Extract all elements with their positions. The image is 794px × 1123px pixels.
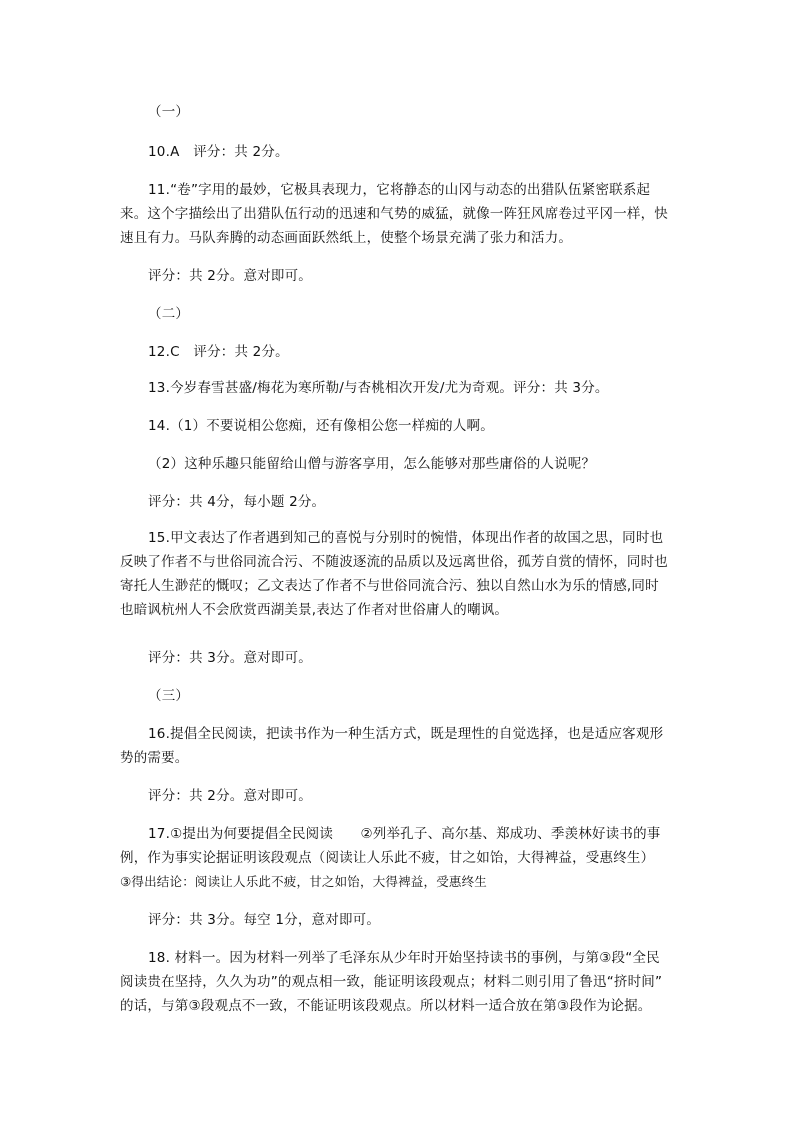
answer-q15-line: 寄托人生渺茫的慨叹；乙文表达了作者不与世俗同流合污、独以自然山水为乐的情感,同时 xyxy=(120,578,659,594)
answer-q14-2: （2）这种乐趣只能留给山僧与游客享用，怎么能够对那些庸俗的人说呢？ xyxy=(148,456,596,472)
answer-q18 xyxy=(120,946,676,1018)
answer-q17-line: 例，作为事实论据证明该段观点（阅读让人乐此不疲，甘之如饴，大得裨益，受惠终生） xyxy=(120,850,655,866)
answer-q18-line: 18. 材料一。因为材料一列举了毛泽东从少年时开始坚持读书的事例，与第③段“全民 xyxy=(148,950,660,966)
score-q14: 评分：共 4分，每小题 2分。 xyxy=(148,494,326,510)
answer-q11 xyxy=(120,178,676,250)
answer-q16-line: 势的需要。 xyxy=(120,750,189,766)
answer-q14-1: 14.（1）不要说相公您痴，还有像相公您一样痴的人啊。 xyxy=(148,418,494,434)
answer-q11-line: 来。这个字描绘出了出猎队伍行动的迅速和气势的威猛，就像一阵狂风席卷过平冈一样，快 xyxy=(120,206,668,222)
section-heading-3: （三） xyxy=(148,688,190,704)
answer-q15-line: 15.甲文表达了作者遇到知己的喜悦与分别时的惋惜，体现出作者的故国之思，同时也 xyxy=(148,530,664,546)
answer-q16 xyxy=(120,722,676,770)
score-q17: 评分：共 3分。每空 1分，意对即可。 xyxy=(148,912,381,928)
answer-q12: 12.C 评分：共 2分。 xyxy=(148,344,289,360)
answer-q17 xyxy=(120,822,676,894)
score-q16: 评分：共 2分。意对即可。 xyxy=(148,788,312,804)
section-heading-2: （二） xyxy=(148,306,190,322)
answer-q15-line: 也暗讽杭州人不会欣赏西湖美景,表达了作者对世俗庸人的嘲讽。 xyxy=(120,602,509,618)
answer-q13: 13.今岁春雪甚盛/梅花为寒所勒/与杏桃相次开发/尤为奇观。评分：共 3分。 xyxy=(148,380,609,396)
answer-q18-line: 的话，与第③段观点不一致，不能证明该段观点。所以材料一适合放在第③段作为论据。 xyxy=(120,998,652,1014)
answer-q16-line: 16.提倡全民阅读，把读书作为一种生活方式，既是理性的自觉选择，也是适应客观形 xyxy=(148,726,664,742)
score-q11: 评分：共 2分。意对即可。 xyxy=(148,268,312,284)
score-q15: 评分：共 3分。意对即可。 xyxy=(148,650,312,666)
section-heading-1: （一） xyxy=(148,104,190,120)
answer-q11-line: 11.“卷”字用的最妙，它极具表现力，它将静态的山冈与动态的出猎队伍紧密联系起 xyxy=(148,182,651,198)
answer-q17-line: 17.①提出为何要提倡全民阅读 ②列举孔子、高尔基、郑成功、季羡林好读书的事 xyxy=(148,826,661,842)
answer-q18-line: 阅读贵在坚持，久久为功”的观点相一致，能证明该段观点；材料二则引用了鲁迅“挤时间” xyxy=(120,974,663,990)
answer-q11-line: 速且有力。马队奔腾的动态画面跃然纸上，使整个场景充满了张力和活力。 xyxy=(120,230,573,246)
answer-q15-line: 反映了作者不与世俗同流合污、不随波逐流的品质以及远离世俗，孤芳自赏的情怀，同时也 xyxy=(120,554,668,570)
answer-q17-line: ③得出结论：阅读让人乐此不疲，甘之如饴，大得裨益，受惠终生 xyxy=(120,874,488,889)
answer-q10: 10.A 评分：共 2分。 xyxy=(148,144,289,160)
answer-q15 xyxy=(120,526,676,622)
